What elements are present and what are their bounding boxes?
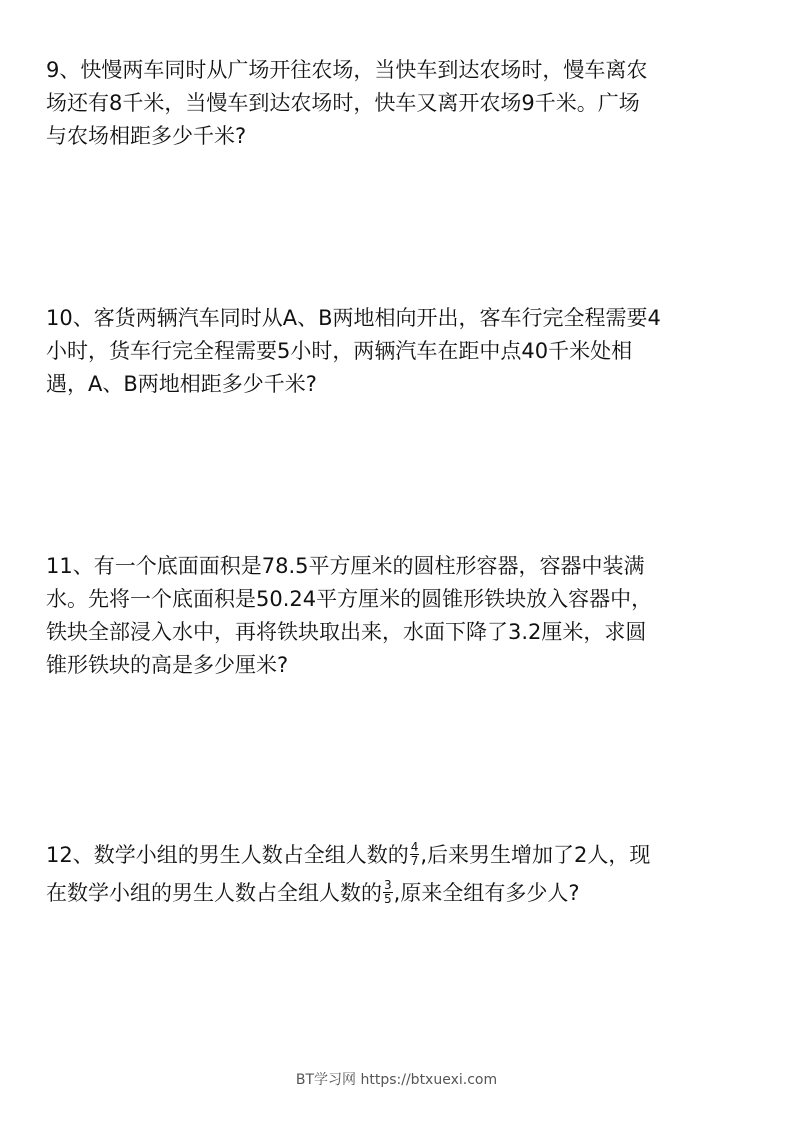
problem-11-line-1: 11、有一个底面面积是78.5平方厘米的圆柱形容器，容器中装满: [46, 554, 645, 578]
fraction-numerator: 3: [384, 877, 392, 892]
problem-10: [46, 302, 751, 401]
problem-12-line-1: [46, 836, 751, 874]
problem-9: [46, 54, 751, 153]
problem-12-line-1-text-a: 12、数学小组的男生人数占全组人数的: [46, 843, 409, 867]
problem-10-line-1: 10、客货两辆汽车同时从A、B两地相向开出，客车行完全程需要4: [46, 306, 661, 330]
fraction-numerator: 4: [410, 839, 419, 854]
problem-12-line-2: [46, 874, 751, 912]
fraction-denominator: 7: [410, 853, 419, 868]
footer-watermark: BT学习网 https://btxuexi.com: [295, 1072, 498, 1088]
problem-11-line-2: 水。先将一个底面积是50.24平方厘米的圆锥形铁块放入容器中，: [46, 587, 653, 611]
problem-10-line-3: 遇，A、B两地相距多少千米?: [46, 372, 317, 396]
problem-9-line-2: 场还有8千米，当慢车到达农场时，快车又离开农场9千米。广场: [46, 91, 640, 115]
fraction-four-sevenths: [410, 841, 420, 868]
problem-10-line-2: 小时，货车行完全程需要5小时，两辆汽车在距中点40千米处相: [46, 339, 633, 363]
problem-11: [46, 550, 751, 682]
problem-12-line-2-text-a: 在数学小组的男生人数占全组人数的: [46, 881, 382, 905]
fraction-three-fifths: [383, 879, 393, 906]
problem-11-line-4: 锥形铁块的高是多少厘米?: [46, 653, 289, 677]
problem-11-line-3: 铁块全部浸入水中，再将铁块取出来，水面下降了3.2厘米，求圆: [46, 620, 647, 644]
problem-12-line-1-text-b: ,后来男生增加了2人，现: [420, 843, 651, 867]
problem-9-line-1: 9、快慢两车同时从广场开往农场，当快车到达农场时，慢车离农: [46, 58, 648, 82]
problem-9-line-3: 与农场相距多少千米?: [46, 124, 247, 148]
problem-12: [46, 836, 751, 912]
fraction-denominator: 5: [384, 891, 392, 906]
problem-12-line-2-text-b: ,原来全组有多少人?: [393, 881, 580, 905]
